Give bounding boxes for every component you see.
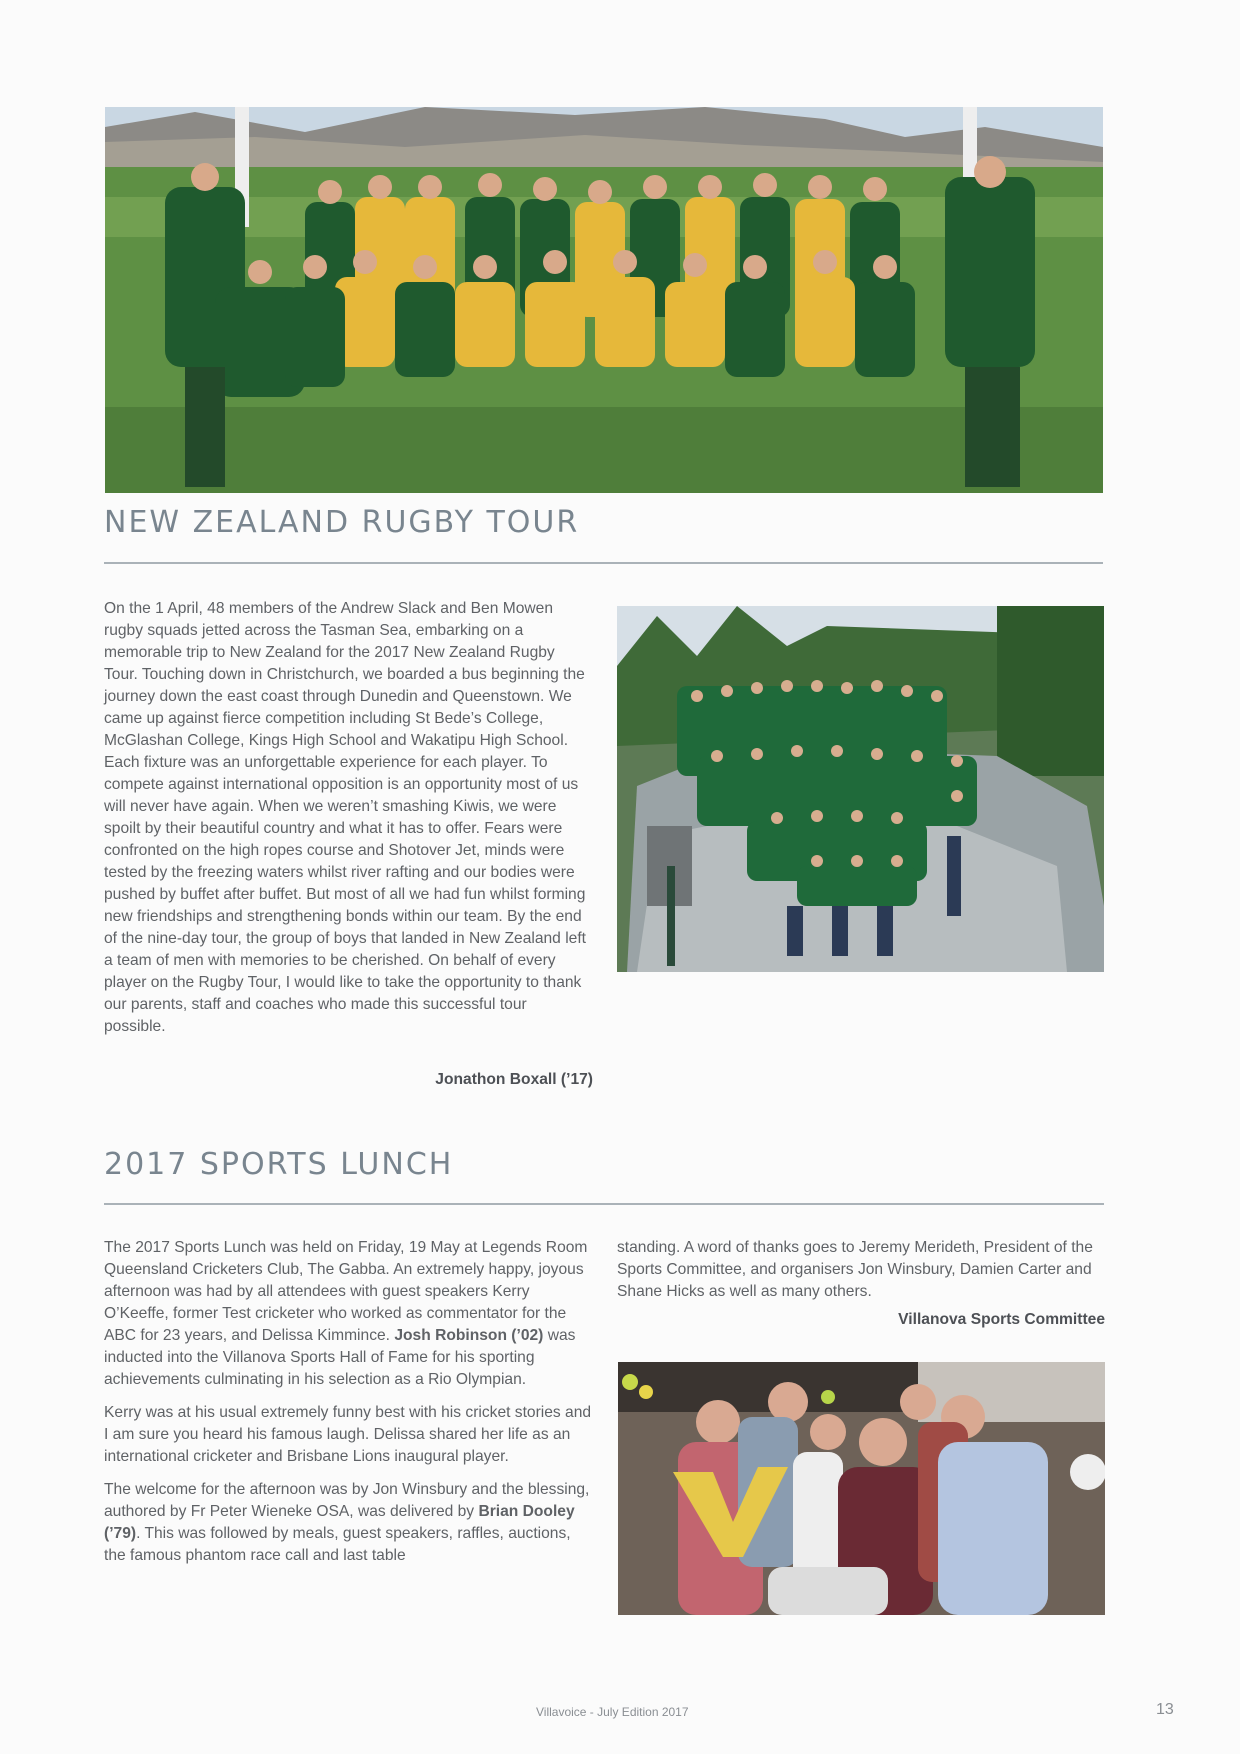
sports-lunch-paragraph-1: [104, 1237, 592, 1391]
sports-lunch-p1-text-cont: was inducted into the Villanova Sports Hall of Fame for his sporting achievements culminating in his selection as a Rio Olympian.: [104, 1327, 576, 1388]
rugby-squad-group-photo: [617, 606, 1104, 972]
inductee-name: Josh Robinson (’02): [394, 1327, 544, 1344]
blessing-speaker-name: Brian Dooley (’79): [104, 1503, 575, 1542]
sports-lunch-paragraph-2: Kerry was at his usual extremely funny best with his cricket stories and I am sure you heard his famous laugh. Delissa shared her life as an international cricketer and Brisbane Lions inaugural player.: [104, 1404, 592, 1465]
rugby-heading-rule: [104, 562, 1103, 564]
publication-footer: Villavoice - July Edition 2017: [536, 1705, 689, 1719]
sports-lunch-p1-text: The 2017 Sports Lunch was held on Friday, 19 May at Legends Room Queensland Cricketers Club, The Gabba. An extremely happy, joyous afternoon was had by all attendees with guest speakers Kerry O’Keeffe, former Test cricketer who worked as commentator for the ABC for 23 years, and Delissa Kimmince.: [104, 1239, 588, 1344]
sports-lunch-paragraph-4: standing. A word of thanks goes to Jeremy Merideth, President of the Sports Committee, and organisers Jon Winsbury, Damien Carter and Shane Hicks as well as many others.: [617, 1239, 1093, 1300]
sports-lunch-p3-text-cont: . This was followed by meals, guest speakers, raffles, auctions, the famous phantom race call and last table: [104, 1525, 571, 1564]
rugby-tour-byline: Jonathon Boxall (’17): [435, 1071, 593, 1088]
page-number: 13: [1156, 1701, 1174, 1718]
sports-lunch-photo: [618, 1362, 1105, 1615]
sports-lunch-article-left: [104, 1237, 592, 1578]
rugby-team-photo: [105, 107, 1103, 493]
rugby-tour-paragraph: On the 1 April, 48 members of the Andrew Slack and Ben Mowen rugby squads jetted across the Tasman Sea, embarking on a memorable trip to New Zealand for the 2017 New Zealand Rugby Tour. Touching down in Christchurch, we boarded a bus beginning the journey down the east coast through Dunedin and Queenstown. We came up against fierce competition including St Bede’s College, McGlashan College, Kings High School and Wakatipu High School. Each fixture was an unforgettable experience for each player. To compete against international opposition is an opportunity most of us will never have again. When we weren’t smashing Kiwis, we were spoilt by their beautiful country and what it has to offer. Fears were confronted on the high ropes course and Shotover Jet, minds were tested by the freezing waters whilst river rafting and our bodies were pushed by buffet after buffet. But most of all we had fun whilst forming new friendships and strengthening bonds within our team. By the end of the nine-day tour, the group of boys that landed in New Zealand left a team of men with memories to be cherished. On behalf of every player on the Rugby Tour, I would like to take the opportunity to thank our parents, staff and coaches who made this successful tour possible.: [104, 600, 586, 1035]
sports-lunch-paragraph-3: [104, 1479, 592, 1567]
sports-lunch-byline: Villanova Sports Committee: [898, 1311, 1105, 1328]
sports-lunch-p3-text: The welcome for the afternoon was by Jon Winsbury and the blessing, authored by Fr Peter Wieneke OSA, was delivered by: [104, 1481, 590, 1520]
sports-lunch-article-right: [617, 1237, 1105, 1314]
rugby-tour-heading: NEW ZEALAND RUGBY TOUR: [104, 505, 580, 540]
sports-lunch-heading-rule: [104, 1203, 1104, 1205]
sports-lunch-heading: 2017 SPORTS LUNCH: [104, 1147, 454, 1182]
rugby-tour-article: [104, 598, 591, 1049]
